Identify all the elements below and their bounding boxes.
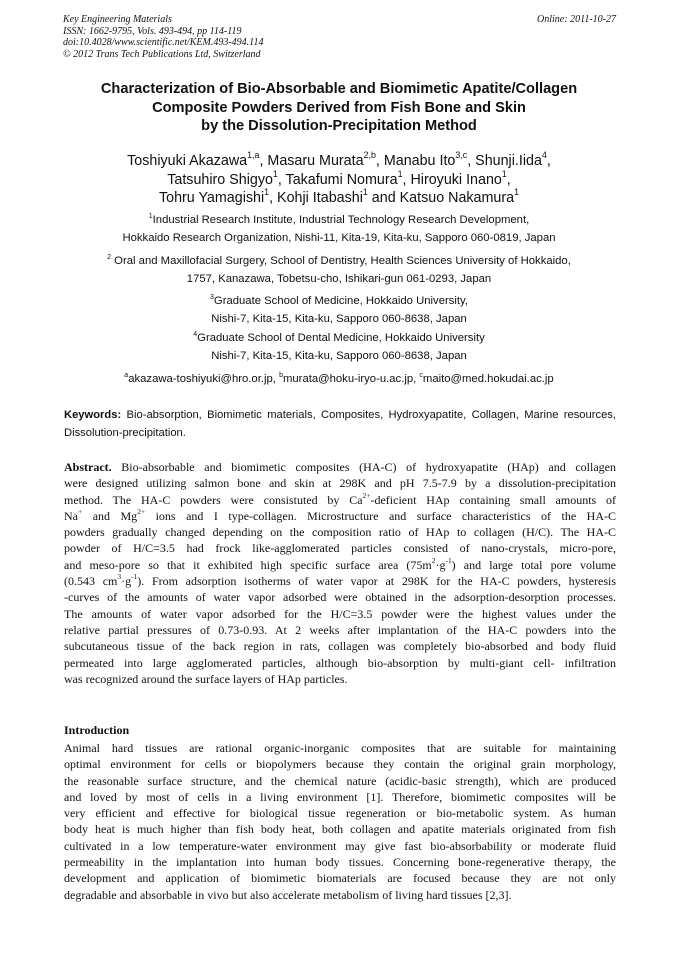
author-affiliation-mark: 1: [501, 168, 507, 179]
journal-name: Key Engineering Materials: [63, 14, 172, 25]
author-affiliation-mark: 3,c: [455, 150, 468, 161]
author-separator: and: [367, 190, 400, 206]
author-affiliation-mark: 4: [541, 150, 547, 161]
author-name: Toshiyuki Akazawa: [127, 153, 248, 169]
abstract-line: method. The HA-C powders were consistuted by $Ca^{2+}$-deficient HAp containing small amounts of: [64, 490, 616, 507]
superscript: +: [78, 507, 83, 517]
superscript: 2+: [362, 490, 371, 500]
affiliation-3: [40, 293, 638, 328]
affiliation-mark: 1: [148, 212, 153, 220]
introduction-line: the reasonable surface structure, and the chemical nature (acidic-basic strength), which are produced: [64, 773, 616, 788]
author-name: Katsuo Nakamura: [399, 190, 515, 206]
affiliation-2: [40, 253, 638, 288]
author-affiliation-mark: 1: [272, 168, 278, 179]
superscript: 2: [431, 556, 436, 566]
email-address[interactable]: murata@hoku-iryo-u.ac.jp,: [282, 373, 420, 385]
introduction-body: [64, 740, 616, 903]
author-separator: ,: [375, 153, 384, 169]
abstract-line: powder of H/C=3.5 had frock like-agglomerated particles consisted of nano-crystals, micro-pore,: [64, 541, 616, 556]
abstract: [64, 459, 616, 687]
email-row: [40, 371, 638, 389]
title-line: Characterization of Bio-Absorbable and Biomimetic Apatite/Collagen: [100, 81, 578, 97]
author-separator: ,: [259, 153, 268, 169]
introduction-line: and loved by most of cells in a living environment [1]. Therefore, biomimetic composites will be: [64, 789, 616, 804]
email-address[interactable]: akazawa-toshiyuki@hro.or.jp,: [128, 373, 280, 385]
affiliation-line: [40, 330, 638, 348]
author-affiliation-mark: 1,a: [247, 150, 260, 161]
abstract-line: was recognized around the surface layers of HAp particles.: [64, 671, 348, 686]
author-name: Masaru Murata: [267, 153, 364, 169]
abstract-line: Abstract. Bio-absorbable and biomimetic composites (HA-C) of hydroxyapatite (HAp) and collagen: [64, 460, 616, 474]
introduction-line: optimal environment for cells or biopolymers because they contain the original grain morphology,: [64, 757, 616, 772]
copyright-line: © 2012 Trans Tech Publications Ltd, Switzerland: [63, 48, 261, 60]
affiliation-line: Nishi-7, Kita-15, Kita-ku, Sapporo 060-8638, Japan: [211, 349, 467, 362]
abstract-label: Abstract.: [64, 460, 112, 474]
author-separator: ,: [506, 171, 511, 188]
author-name: Takafumi Nomura: [285, 171, 398, 188]
author-name: Kohji Itabashi: [277, 190, 363, 206]
abstract-line: (0.543 $cm^3\cdot g^{-1}$). From adsorption isotherms of water vapor at 298K for the HA-C powders, hysteresis: [64, 572, 616, 589]
author-affiliation-mark: 2,b: [363, 150, 376, 161]
author-name: Hiroyuki Inano: [410, 171, 502, 188]
affiliation-text: Oral and Maxillofacial Surgery, School of Dentistry, Health Sciences University of Hokkaido,: [111, 255, 571, 267]
paper-title: [40, 80, 638, 136]
abstract-line: subcutaneous tissue of the back region in rats, collagen was completely bio-absorbed and body fluid: [64, 639, 616, 654]
affiliation-4: [40, 330, 638, 365]
doi-line: doi:10.4028/www.scientific.net/KEM.493-494.114: [63, 37, 264, 48]
author-name: Tohru Yamagishi: [158, 190, 265, 206]
email-mark: c: [419, 371, 423, 379]
author-separator: ,: [269, 190, 278, 206]
affiliation-line: [40, 212, 638, 230]
author-affiliation-mark: 1: [362, 187, 368, 198]
email-line: [40, 371, 638, 389]
author-affiliation-mark: 1: [397, 168, 403, 179]
introduction-line: degradable and absorbable in vivo but also accelerate metabolism of living hard tissues [2,3].: [64, 887, 512, 902]
superscript: 2+: [137, 507, 146, 517]
title-line: Composite Powders Derived from Fish Bone and Skin: [152, 99, 526, 116]
abstract-line: were designed utilizing salmon bone and skin at 298K and pH 7.5-7.9 by a dissolution-precipitation: [64, 476, 616, 491]
affiliation-text: Graduate School of Dental Medicine, Hokkaido University: [197, 332, 485, 344]
author-separator: ,: [467, 153, 476, 169]
author-separator: ,: [402, 171, 411, 188]
author-separator: ,: [277, 171, 286, 188]
author-name: Tatsuhiro Shigyo: [167, 171, 273, 188]
abstract-line: permeated into large agglomerated particles, although bio-absorption by multi-giant cell- infiltration: [64, 655, 616, 670]
introduction-line: cultivated in a low temperature-water environment may give fast bio-absorbability or moderate fluid: [64, 838, 616, 853]
introduction-line: body heat is much higher than fish body heat, both collagen and apatite materials originated from fish: [64, 822, 616, 837]
affiliation-mark: 3: [210, 293, 214, 301]
affiliation-line: Nishi-7, Kita-15, Kita-ku, Sapporo 060-8638, Japan: [211, 312, 467, 325]
affiliation-line: 1757, Kanazawa, Tobetsu-cho, Ishikari-gun 061-0293, Japan: [186, 272, 492, 285]
affiliation-line: [40, 253, 638, 271]
author-list: [40, 152, 638, 208]
issn-line: ISSN: 1662-9795, Vols. 493-494, pp 114-119: [63, 25, 242, 37]
keywords: [64, 407, 616, 442]
introduction-line: permeability in the implantation into human body tissues. Concerning bone-regenerative therapy, the: [64, 855, 616, 870]
author-name: Shunji.Iida: [475, 153, 542, 169]
author-line: [40, 152, 638, 171]
author-affiliation-mark: 1: [514, 187, 520, 198]
affiliation-text: Industrial Research Institute, Industrial Technology Research Development,: [152, 214, 530, 226]
abstract-line: and meso-pore so that it exhibited high specific surface area $(75m^2\cdot g^{-1})$ and large total pore volume: [64, 556, 616, 572]
online-date: Online: 2011-10-27: [537, 14, 616, 25]
author-line: [40, 189, 638, 208]
email-mark: a: [124, 371, 129, 379]
email-mark: b: [279, 371, 283, 379]
affiliation-mark: 2: [107, 253, 112, 261]
abstract-line: Na+ and $Mg^{2+}$ ions and I type-collagen. Microstructure and surface characteristics of the HA-C: [64, 507, 616, 523]
affiliation-text: Graduate School of Medicine, Hokkaido University,: [213, 295, 468, 307]
author-separator: ,: [546, 153, 551, 169]
author-line: [40, 168, 638, 190]
superscript: -1: [445, 556, 452, 566]
superscript: 3: [117, 572, 122, 582]
affiliation-mark: 4: [193, 330, 198, 338]
author-affiliation-mark: 1: [264, 187, 270, 198]
keywords-text: Bio-absorption, Biomimetic materials, Composites, Hydroxyapatite, Collagen, Marine resources, Dissolution-precipitation.: [64, 409, 616, 439]
abstract-line: -curves of the amounts of water vapor adsorbed were obtained in the adsorption-desorption processes.: [64, 590, 616, 605]
affiliation-line: [40, 293, 638, 311]
author-name: Manabu Ito: [383, 153, 456, 169]
introduction-line: development and application of biomimetic biomaterials are focused because they are not only: [64, 871, 616, 886]
journal-header: [63, 14, 616, 60]
email-address[interactable]: maito@med.hokudai.ac.jp: [422, 373, 554, 385]
affiliation-1: [40, 212, 638, 247]
title-line: by the Dissolution-Precipitation Method: [201, 118, 477, 134]
abstract-line: The amounts of water vapor adsorbed for the H/C=3.5 powder were the highest values under the: [64, 606, 616, 621]
introduction-line: very efficient and effective for biological tissue regeneration or bio-metabolic system. As human: [64, 806, 616, 821]
superscript: -1: [131, 572, 138, 582]
introduction-heading: Introduction: [64, 723, 130, 737]
introduction-line: Animal hard tissues are rational organic-inorganic composites that are suitable for maintaining: [64, 741, 616, 755]
abstract-line: powders gradually changed depending on the composition ratio of HAp to collagen (H/C). The HA-C: [64, 525, 616, 540]
affiliation-line: Hokkaido Research Organization, Nishi-11, Kita-19, Kita-ku, Sapporo 060-0819, Japan: [122, 231, 556, 244]
abstract-line: relative partial pressures of 0.73-0.93. At 2 weeks after implantation of the HA-C powders into the: [64, 622, 616, 637]
keywords-label: Keywords:: [64, 409, 122, 421]
